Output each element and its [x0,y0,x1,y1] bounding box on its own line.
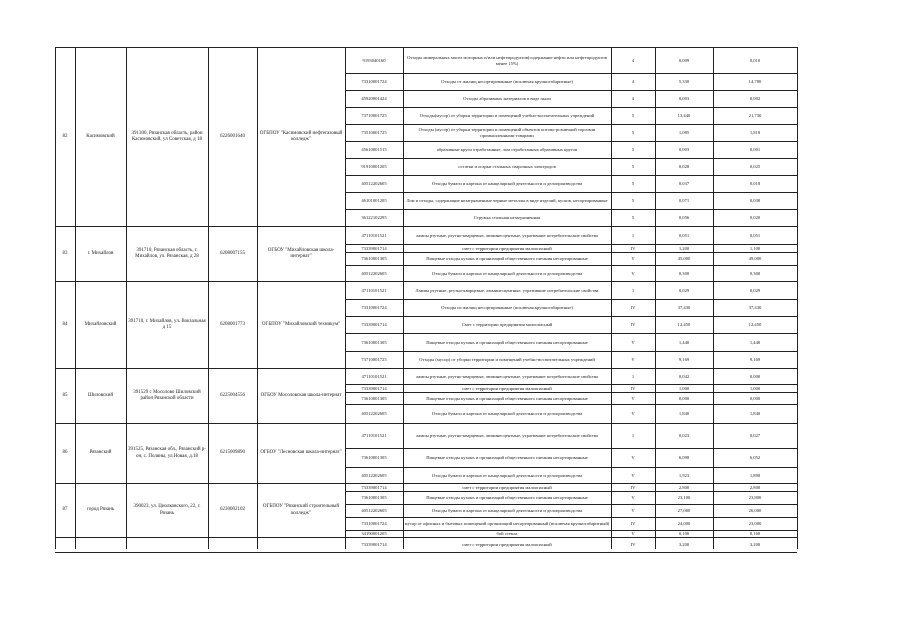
group-number-cell: 82 [62,133,68,139]
waste-code-cell: 47110101521 [361,433,387,438]
amount-cell-2: 1,890 [749,472,761,478]
amount-cell-1: 5,330 [678,79,690,84]
group-number-cell [56,538,74,552]
waste-name-cell: Отходы из жилищ несортированные (исключая крупногабаритные) [441,305,573,310]
waste-code-cell: 47110101521 [361,373,387,379]
waste-code-cell: 73339001714 [361,322,387,327]
waste-code-cell: 9193040160 [362,57,386,63]
amount-cell-2: 21,730 [748,113,762,118]
amount-cell-1: 1,085 [678,130,690,135]
waste-name-cell: Отходы бумаги и картона от канцелярской деятельности и делопроизводства [431,411,583,416]
waste-name-cell: Отходы бумаги и картона от канцелярской деятельности и делопроизводства [431,181,583,186]
waste-name-cell: смет с территории предприятия малоопасный [462,245,552,251]
address-cell: 391525, Рязанская обл., Рязанский р-он, с. Поляны, ул.Новая, д.18 [128,447,206,459]
hazard-class-cell: 5 [631,113,635,118]
waste-name-cell: лампы ртутные, ртутно-кварцевые, люминесцентные, утратившие потребительские свойства [415,433,599,438]
hazard-class-cell: 1 [631,287,635,293]
amount-cell-1: 0,056 [678,215,690,220]
hazard-class-cell: V [631,411,635,416]
waste-name-cell: Лом и отходы, содержащие незагрязненные черные металлы в виде изделий, кусков, несортированные [406,198,608,203]
waste-code-cell: 40512202605 [361,411,387,416]
waste-code-cell: 46101001205 [361,198,387,203]
amount-cell-2: 1,000 [749,385,761,391]
amount-cell-1: 3,200 [678,542,690,547]
inn-cell: 6226001640 [220,133,245,139]
inn-cell: 6215009890 [220,450,245,456]
waste-name-cell: смет с территории предприятия малоопасный [462,484,552,490]
waste-name-cell: Отходы бумаги и картона от канцелярской деятельности и делопроизводства [431,270,583,276]
district-cell: г. Михайлов [87,250,114,256]
amount-cell-2: 1,818 [749,130,761,135]
hazard-class-cell: V [631,531,635,536]
group-number-cell: 84 [62,321,68,327]
waste-code-cell: 34190001205 [361,531,387,536]
amount-cell-2: 0,010 [749,57,761,63]
waste-code-cell: 40512202605 [361,472,387,478]
waste-name-cell: остатки и огарки стальных сварочных электродов [458,164,556,169]
group-number-cell: 87 [62,507,68,513]
amount-cell-1: 0,051 [678,232,690,238]
amount-cell-2: 2,800 [749,484,761,490]
amount-cell-1: 45,000 [677,256,691,261]
amount-cell-1: 0,003 [678,96,690,101]
hazard-class-cell: 5 [631,130,635,135]
waste-name-cell: лампы ртутные, ртутно-кварцевые, люминесцентные, утратившие потребительские свойства [415,232,599,238]
waste-name-cell: Отходы(мусор) от уборки территории и помещений учебно-воспитательных учреждений [419,113,595,118]
inn-cell: 6208007155 [220,250,245,256]
amount-cell-2: 0,029 [749,287,761,293]
waste-name-cell: мусор от офисных и бытовых помещений организаций несортированный (исключая крупногабаритный) [404,521,610,526]
amount-cell-2: 0,000 [749,373,761,379]
amount-cell-1: 13,440 [677,113,691,118]
waste-name-cell: Пищевые отходы кухонь и организаций общественного питания несортированные [426,339,588,345]
hazard-class-cell: V [631,357,635,362]
waste-code-cell: 73339001714 [361,385,387,391]
organization-cell: ОГБОУ "Михайловская школа-интернат" [267,247,335,259]
waste-code-cell: 73339001714 [361,245,387,251]
address-cell: 391710, Рязанская область, г. Михайлов, ул. Рязанская, д 28 [135,247,199,259]
waste-name-cell: Отходы (мусор) от уборки территории и помещений учебно-воспитательных учреждений [419,357,595,362]
hazard-class-cell: IV [630,245,636,251]
amount-cell-2: 0,000 [749,395,761,401]
amount-cell-1: 6,098 [678,455,690,460]
amount-cell-2: 3,200 [749,542,761,547]
amount-cell-1: 1,840 [678,411,690,416]
hazard-class-cell: 1 [631,232,635,238]
amount-cell-2: 0,300 [749,270,761,276]
amount-cell-1: 0,003 [678,147,690,152]
amount-cell-2: 0,160 [749,531,761,536]
waste-code-cell: 73710001725 [361,357,387,362]
hazard-class-cell: IV [630,305,636,310]
hazard-class-cell: 5 [631,215,635,220]
waste-code-cell: 73510001725 [361,130,387,135]
organization-cell: ОГБПОУ "Михайловский техникум" [261,321,341,327]
hazard-class-cell: 5 [631,164,635,169]
amount-cell-2: 23,800 [748,495,762,500]
hazard-class-cell: 1 [631,433,635,438]
hazard-class-cell: IV [630,484,636,490]
waste-code-cell: 73339001714 [361,484,387,490]
amount-cell-1: 24,000 [677,521,691,526]
waste-name-cell: Отходы минеральных масел моторных и/или нефтепродуктов(содержание нефти или нефтепродуктов менее 15%) [407,54,607,66]
amount-cell-1: 27,000 [677,508,691,513]
amount-cell-2: 0,018 [749,181,761,186]
hazard-class-cell: 4 [631,96,635,101]
waste-name-cell: смет с территории предприятия малоопасный [462,385,552,391]
address-cell: 391710, г. Михайлов, ул. Вокзальная д 15 [128,318,206,330]
table-rule-vertical [797,47,798,549]
inn-cell: 6230002102 [220,507,245,513]
amount-cell-1: 0,029 [678,287,690,293]
organization-cell: ОГБПОУ "Рязанский строительный колледж" [262,504,340,516]
waste-code-cell: 40512202605 [361,181,387,186]
hazard-class-cell: 5 [631,181,635,186]
hazard-class-cell: 4 [631,79,635,84]
amount-cell-1: 0,300 [678,270,690,276]
waste-code-cell: 47110101521 [361,232,387,238]
amount-cell-2: 49,000 [748,256,762,261]
waste-name-cell: Пищевые отходы кухонь и организаций общественного питания несортированные [426,455,588,460]
amount-cell-2: 6,052 [749,455,761,460]
waste-code-cell: 73310001724 [361,79,387,84]
amount-cell-1: 37,430 [677,305,691,310]
district-cell: Михайловский [84,321,117,327]
group-number-cell: 83 [62,250,68,256]
waste-code-cell: 73339001714 [361,542,387,547]
waste-name-cell: Лампы ртутные, ртутно-кварцевые, люминесцентные, утратившие потребительские свойства [415,287,599,293]
waste-name-cell: Отходы бумаги и картона от канцелярской деятельности и делопроизводства [431,472,583,478]
waste-name-cell: Отходы бумаги и картона от канцелярской деятельности и делопроизводства [431,508,583,513]
inn-cell [209,538,256,552]
amount-cell-2: 37,430 [748,305,762,310]
organization-cell [258,538,344,552]
inn-cell: 6225004556 [220,392,245,398]
waste-name-cell: абразивные круги отработанные, лом отработанных абразивных кругов [436,147,578,152]
amount-cell-1: 1,000 [678,385,690,391]
organization-cell: ОГБОУ "Лесновская школа-интернат" [260,450,342,456]
waste-name-cell: Смет с территории предприятия малоопасный [461,322,553,327]
waste-name-cell: бой стекла [496,531,518,536]
hazard-class-cell: 5 [631,147,635,152]
waste-name-cell: Отходы (мусор) от уборки территории и помещений объектов оптово-розничной торговли промышленными товарами [418,127,596,138]
waste-code-cell: 45610001515 [361,147,387,152]
district-cell: город Рязань [86,507,115,513]
table-rule-horizontal [55,552,797,553]
district-cell: Касимовский [86,133,115,139]
amount-cell-1: 0,037 [678,181,690,186]
inn-cell: 6208001773 [220,321,245,327]
amount-cell-1: 0,009 [678,57,690,63]
hazard-class-cell: V [631,495,635,500]
waste-code-cell: 73610001305 [361,455,387,460]
hazard-class-cell: 4 [631,57,635,63]
amount-cell-1: 1,200 [678,245,690,251]
address-cell: 391529 с Мосолово Шиловский район Рязанской области [133,389,201,401]
amount-cell-1: 1,923 [678,472,690,478]
amount-cell-1: 1,440 [678,339,690,345]
district-cell: Рязанский [89,450,112,456]
amount-cell-2: 1,100 [749,245,761,251]
amount-cell-1: 2,800 [678,484,690,490]
amount-cell-1: 0,071 [678,198,690,203]
hazard-class-cell: V [631,339,635,345]
waste-code-cell: 73610001305 [361,495,387,500]
amount-cell-1: 0,028 [678,164,690,169]
waste-code-cell: 73610001305 [361,339,387,345]
hazard-class-cell: V [631,455,635,460]
waste-name-cell: Отходы от жилищ несортированные (исключая крупногабаритные) [441,79,573,84]
waste-name-cell: Отходы абразивных материалов в виде пыли [463,96,551,101]
hazard-class-cell: V [631,256,635,261]
waste-code-cell: 45920001424 [361,96,387,101]
amount-cell-2: 0,051 [749,232,761,238]
waste-code-cell: 47110101521 [361,287,387,293]
group-number-cell: 85 [62,392,68,398]
waste-code-cell: 73310001724 [361,305,387,310]
district-cell [76,538,125,552]
amount-cell-1: 0,042 [678,373,690,379]
amount-cell-2: 26,000 [748,508,762,513]
district-cell: Шиловский [87,392,114,398]
waste-name-cell: Стружка стальная незагрязненная [473,215,541,220]
hazard-class-cell: IV [630,542,636,547]
waste-name-cell: смет с территории предприятия малоопасный [462,542,552,547]
waste-code-cell: 36122102295 [361,215,387,220]
hazard-class-cell: IV [630,322,636,327]
hazard-class-cell: IV [630,521,636,526]
amount-cell-1: 0,023 [678,433,690,438]
amount-cell-2: 14,780 [748,79,762,84]
waste-code-cell: 73310001724 [361,521,387,526]
hazard-class-cell: V [631,395,635,401]
amount-cell-1: 9,169 [678,357,690,362]
amount-cell-2: 1,440 [749,339,761,345]
amount-cell-1: 23,100 [677,495,691,500]
hazard-class-cell: IV [630,385,636,391]
hazard-class-cell: 1 [631,373,635,379]
amount-cell-1: 0,100 [678,531,690,536]
amount-cell-2: 12,450 [748,322,762,327]
amount-cell-2: 0,027 [749,433,761,438]
amount-cell-2: 0,001 [749,147,761,152]
waste-code-cell: 73610001305 [361,395,387,401]
waste-name-cell: Пищевые отходы кухонь и организаций общественного питания несортированные [426,495,588,500]
amount-cell-1: 0,000 [678,395,690,401]
amount-cell-2: 0,020 [749,215,761,220]
waste-code-cell: 40512202605 [361,508,387,513]
amount-cell-2: 9,169 [749,357,761,362]
hazard-class-cell: V [631,472,635,478]
hazard-class-cell: V [631,508,635,513]
group-number-cell: 86 [62,450,68,456]
organization-cell: ОГБПОУ "Касимовский нефтегазовый колледж" [259,130,343,142]
amount-cell-2: 0,025 [749,164,761,169]
waste-code-cell: 73610001305 [361,256,387,261]
waste-code-cell: 40512202605 [361,270,387,276]
amount-cell-2: 0,030 [749,198,761,203]
amount-cell-1: 12,450 [677,322,691,327]
waste-name-cell: Пищевые отходы кухонь и организаций общественного питания несортированные [426,395,588,401]
organization-cell: ОГБОУ Мосоловская школа-интернат [260,392,342,398]
address-cell: 390023, ул. Циолковского, 22, г. Рязань [133,504,201,516]
waste-code-cell: 91910001205 [361,164,387,169]
amount-cell-2: 23,000 [748,521,762,526]
waste-code-cell: 73710001725 [361,113,387,118]
address-cell: 391300, Рязанская область, район Касимовский, ул Советская, д 18 [131,130,203,142]
hazard-class-cell: 5 [631,198,635,203]
hazard-class-cell: V [631,270,635,276]
amount-cell-2: 1,840 [749,411,761,416]
amount-cell-2: 0,002 [749,96,761,101]
waste-name-cell: лампы ртутные, ртутно-кварцевые, люминесцентные, утратившие потребительские свойства [415,373,599,379]
address-cell [127,538,207,552]
waste-name-cell: Пищевые отходы кухонь и организаций общественного питания несортированные [426,256,588,261]
